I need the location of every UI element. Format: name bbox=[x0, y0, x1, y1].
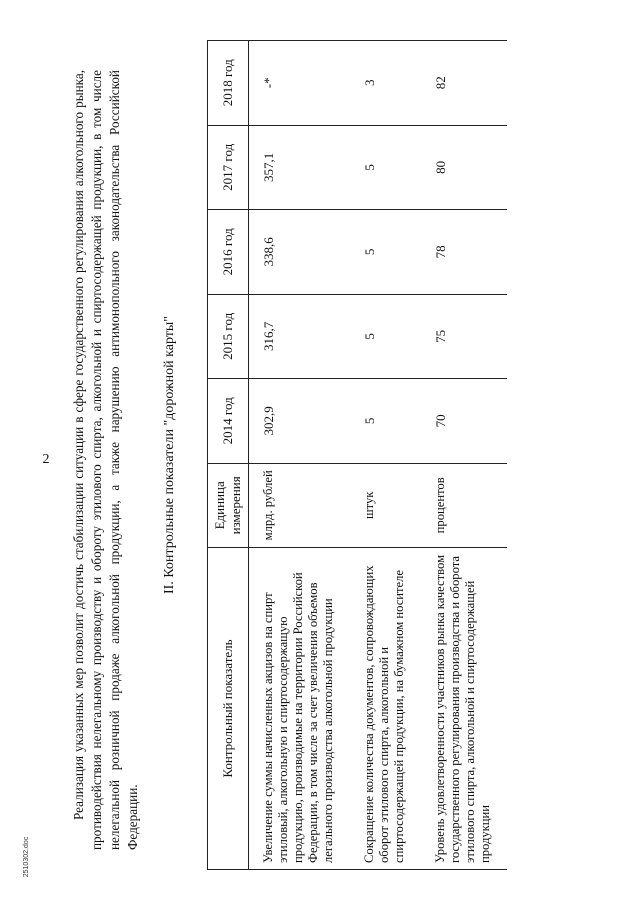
row-value-2016: 338,6 bbox=[249, 210, 351, 295]
row-unit: процентов bbox=[421, 463, 507, 548]
row-value-2014: 5 bbox=[350, 379, 421, 464]
table-row bbox=[350, 41, 421, 870]
row-value-2017: 80 bbox=[421, 125, 507, 210]
row-value-2018: -* bbox=[249, 41, 351, 126]
header-2015: 2015 год bbox=[208, 294, 249, 379]
table-header-row bbox=[208, 41, 249, 870]
table-row bbox=[249, 41, 351, 870]
row-value-2017: 357,1 bbox=[249, 125, 351, 210]
row-indicator: Увеличение суммы начисленных акцизов на спирт этиловый, алкогольную и спиртосодержащую продукцию, производимые на территории Российской Федерации, в том числе за счет увеличения объемов легального производства алкогольной продукции bbox=[249, 548, 351, 870]
page-number-text: 2 bbox=[42, 452, 50, 467]
roadmap-indicators-table bbox=[207, 40, 507, 870]
header-2016: 2016 год bbox=[208, 210, 249, 295]
row-value-2015: 75 bbox=[421, 294, 507, 379]
table-row bbox=[421, 41, 507, 870]
row-indicator: Уровень удовлетворенности участников рынка качеством государственного регулирования производства и оборота этилового спирта, алкогольной и спиртосодержащей продукции bbox=[421, 548, 507, 870]
rotated-page-content bbox=[62, 40, 592, 870]
header-2018: 2018 год bbox=[208, 41, 249, 126]
row-value-2017: 5 bbox=[350, 125, 421, 210]
row-unit: млрд. рублей bbox=[249, 463, 351, 548]
row-unit: штук bbox=[350, 463, 421, 548]
intro-paragraph: Реализация указанных мер позволит достичь стабилизации ситуации в сфере государственного регулирования алкогольного рынка, противодействия нелегальному производству и обороту этилового спирта, алкогольной и спиртосодержащей продукции, в том числе нелегальной розничной продаже алкогольной продукции, а также нарушению антимонопольного законодательства Российской Федерации. bbox=[71, 70, 140, 850]
page-number bbox=[36, 445, 56, 475]
section-title: II. Контрольные показатели "дорожной карты" bbox=[162, 315, 177, 595]
header-indicator: Контрольный показатель bbox=[208, 548, 249, 870]
row-indicator: Сокращение количества документов, сопровождающих оборот этилового спирта, алкогольной и спиртосодержащей продукции, на бумажном носителе bbox=[350, 548, 421, 870]
row-value-2018: 3 bbox=[350, 41, 421, 126]
row-value-2015: 316,7 bbox=[249, 294, 351, 379]
row-value-2015: 5 bbox=[350, 294, 421, 379]
row-value-2016: 78 bbox=[421, 210, 507, 295]
header-2014: 2014 год bbox=[208, 379, 249, 464]
header-unit: Единица измерения bbox=[208, 463, 249, 548]
row-value-2014: 302,9 bbox=[249, 379, 351, 464]
row-value-2016: 5 bbox=[350, 210, 421, 295]
header-2017: 2017 год bbox=[208, 125, 249, 210]
row-value-2018: 82 bbox=[421, 41, 507, 126]
row-value-2014: 70 bbox=[421, 379, 507, 464]
document-file-id: 2510302.doc bbox=[23, 836, 30, 878]
